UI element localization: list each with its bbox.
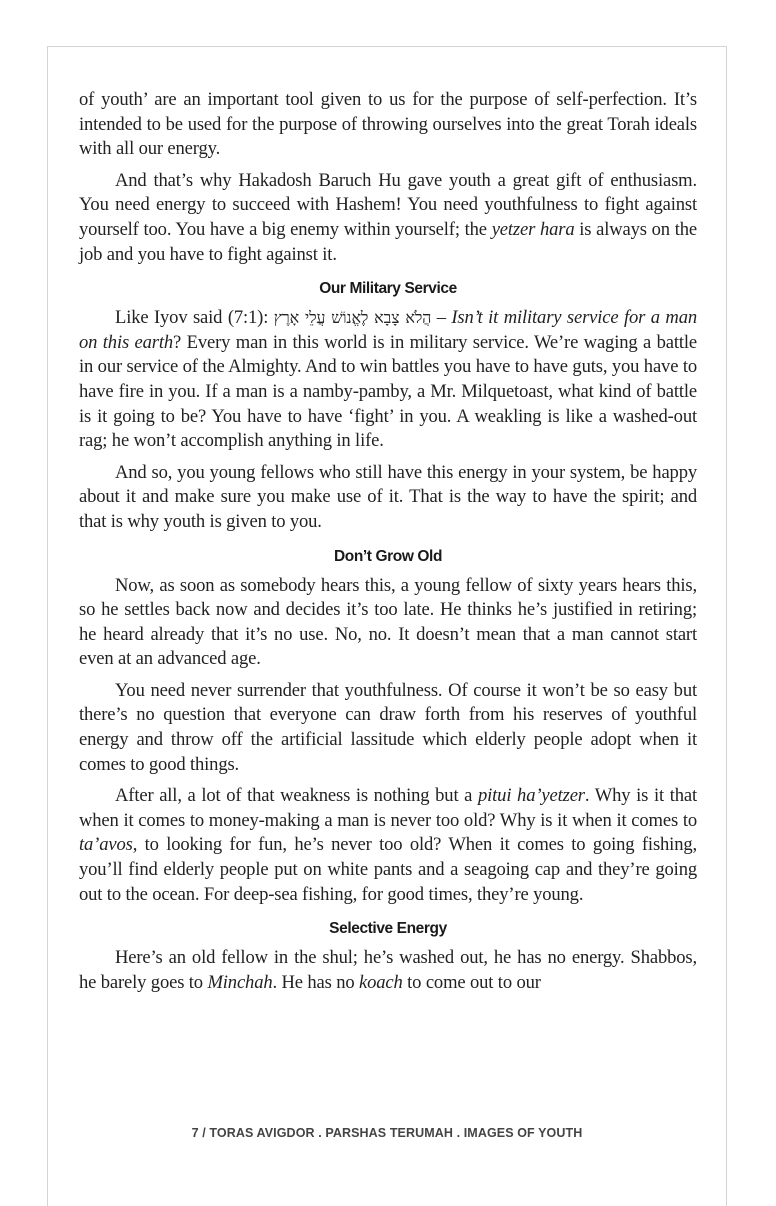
- paragraph: [79, 946, 697, 995]
- paragraph-text: . He has no: [272, 971, 360, 993]
- italic-term: yetzer hara: [491, 218, 575, 240]
- paragraph: [79, 574, 697, 672]
- paragraph: [79, 784, 697, 907]
- paragraph: [79, 306, 697, 454]
- paragraph: [79, 88, 697, 162]
- italic-term: koach: [359, 971, 403, 993]
- section-heading: Don’t Grow Old: [333, 547, 443, 565]
- italic-term: pitui ha’yetzer: [478, 785, 585, 807]
- paragraph-text: , to looking for fun, he’s never too old? When it comes to going fishing, you’ll find elderly people put on white pants and a seagoing cap and they’re going out to the ocean. For deep-sea fishing, for good times, they’re young.: [79, 834, 697, 905]
- page-body: [79, 88, 697, 1002]
- paragraph-text: You need never surrender that youthfulness. Of course it won’t be so easy but there’s no question that everyone can draw forth from his reserves of youthful energy and throw off the artificial lassitude which elderly people adopt when it comes to good things.: [79, 679, 697, 775]
- section-heading: Our Military Service: [319, 280, 457, 298]
- paragraph-text: Now, as soon as somebody hears this, a young fellow of sixty years hears this, so he settles back now and decides it’s too late. He thinks he’s justified in retiring; he heard already that it’s no use. No, no. It doesn’t mean that a man cannot start even at an advanced age.: [79, 574, 697, 670]
- paragraph-text: to come out to our: [402, 971, 541, 993]
- section-heading: Selective Energy: [329, 920, 447, 938]
- italic-term: Minchah: [207, 971, 273, 993]
- paragraph-text: ? Every man in this world is in military service. We’re waging a battle in our service of the Almighty. And to win battles you have to have guts, you have to have fire in you. If a man is a namby-pamby, a Mr. Milquetoast, what kind of battle is it going to be? You have to have ‘fight’ in you. A weakling is like a washed-out rag; he won’t accomplish anything in life.: [79, 331, 697, 452]
- paragraph-text: And so, you young fellows who still have this energy in your system, be happy about it and make sure you make use of it. That is the way to have the spirit; and that is why youth is given to you.: [79, 461, 697, 532]
- paragraph-text: is always on the job and you have to fight against it.: [79, 218, 697, 265]
- paragraph-text: of youth’ are an important tool given to us for the purpose of self-perfection. It’s intended to be used for the purpose of throwing ourselves into the great Torah ideals with all our energy.: [79, 89, 697, 160]
- paragraph-text: Like Iyov said (7:1):: [115, 307, 274, 329]
- paragraph: [79, 461, 697, 535]
- running-footer: 7 / TORAS AVIGDOR . PARSHAS TERUMAH . IMAGES OF YOUTH: [191, 1126, 583, 1140]
- paragraph-text: After all, a lot of that weakness is nothing but a: [115, 785, 478, 807]
- hebrew-quote: הֲלֹא צָבָא לֶאֱנוֹשׁ עֲלֵי אָרֶץ: [273, 308, 432, 328]
- dash: –: [431, 307, 452, 329]
- paragraph: [79, 679, 697, 777]
- italic-term: ta’avos: [79, 834, 133, 856]
- paragraph-text: . Why is it that when it comes to money-making a man is never too old? Why is it when it comes to: [79, 785, 697, 831]
- paragraph: [79, 169, 697, 267]
- paragraph-text: And that’s why Hakadosh Baruch Hu gave youth a great gift of enthusiasm. You need energy to succeed with Hashem! You need youthfulness to fight against yourself too. You have a big enemy within yourself; the: [79, 169, 697, 240]
- italic-translation: Isn’t it military service for a man on this earth: [79, 307, 697, 353]
- paragraph-text: Here’s an old fellow in the shul; he’s washed out, he has no energy. Shabbos, he barely goes to: [79, 947, 697, 993]
